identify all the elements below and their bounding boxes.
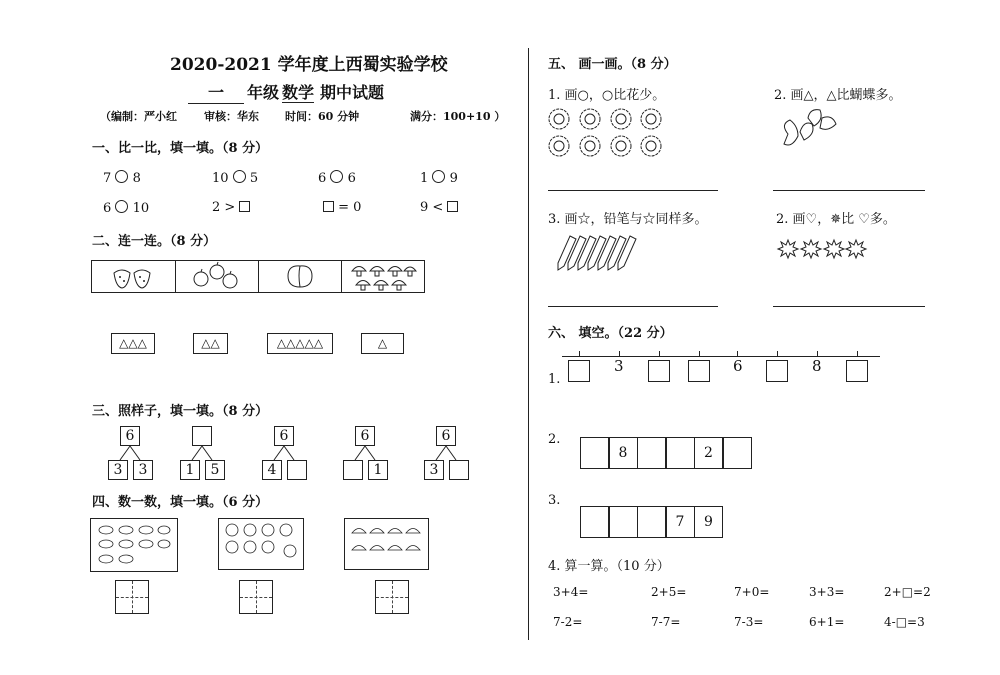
number-line-tick — [777, 351, 778, 357]
section-5-heading: 五、 画一画。（8 分） — [548, 57, 677, 72]
bond-right[interactable]: 3 — [133, 460, 153, 480]
draw-q4: 2. 画♡，✵比 ♡多。 — [776, 212, 896, 227]
bond-top[interactable] — [192, 426, 212, 446]
sequence-cell[interactable] — [723, 437, 752, 469]
bond-left[interactable]: 1 — [180, 460, 200, 480]
answer-line[interactable] — [548, 306, 718, 307]
compare-item: = 0 — [323, 200, 361, 215]
compare-item: 10 5 — [212, 171, 259, 186]
mushroom-icon — [350, 262, 420, 292]
triangle-box[interactable]: △△ — [193, 333, 228, 354]
number-line-label: 8 — [812, 357, 822, 375]
sequence-cell[interactable] — [580, 437, 609, 469]
circle-blank[interactable] — [432, 170, 445, 183]
page-divider — [528, 48, 529, 640]
bond-top[interactable]: 6 — [436, 426, 456, 446]
bond-top[interactable]: 6 — [355, 426, 375, 446]
circle-blank[interactable] — [115, 200, 128, 213]
section-2-heading: 二、连一连。（8 分） — [92, 234, 217, 249]
triangle-box[interactable]: △△△△△ — [267, 333, 333, 354]
section-3-heading: 三、照样子，填一填。（8 分） — [92, 404, 269, 419]
number-line-tick — [579, 351, 580, 357]
draw-q3: 3. 画☆，铅笔与☆同样多。 — [548, 212, 708, 227]
answer-line[interactable] — [773, 306, 925, 307]
exam-name: 期中试题 — [320, 83, 385, 102]
sequence-cell[interactable]: 9 — [694, 506, 723, 538]
reviewer-info: 审核：华东 — [204, 110, 259, 123]
compare-item: 6 6 — [318, 171, 356, 186]
flower-icon — [546, 106, 666, 162]
section-4-heading: 四、数一数，填一填。（6 分） — [92, 495, 269, 510]
section-6-heading: 六、 填空。（22 分） — [548, 326, 673, 341]
number-line — [562, 356, 880, 357]
editor-info: （编制：严小红 — [100, 110, 177, 123]
bond-right[interactable] — [287, 460, 307, 480]
exam-title: 2020-2021 学年度上西蜀实验学校 — [170, 55, 448, 75]
triangle-box[interactable]: △ — [361, 333, 404, 354]
number-line-label: 3 — [614, 357, 624, 375]
bond-left[interactable]: 3 — [108, 460, 128, 480]
calc-item[interactable]: 3+3= — [809, 585, 845, 599]
sequence-cell[interactable]: 8 — [609, 437, 638, 469]
grade-line: 一 年级 数学 期中试题 — [188, 80, 384, 104]
calc-item[interactable]: 2+5= — [651, 585, 687, 599]
sequence-cell[interactable] — [580, 506, 609, 538]
sequence-cell[interactable]: 2 — [694, 437, 723, 469]
number-line-box[interactable] — [648, 360, 670, 382]
peach-icon — [285, 263, 315, 289]
cat-icon — [222, 521, 300, 567]
bond-left[interactable]: 4 — [262, 460, 282, 480]
sequence-cell[interactable] — [637, 437, 666, 469]
sequence-cell[interactable] — [637, 506, 666, 538]
number-line-tick — [699, 351, 700, 357]
bond-left[interactable]: 3 — [424, 460, 444, 480]
calc-heading: 4. 算一算。（10 分） — [548, 559, 670, 574]
square-blank[interactable] — [323, 201, 334, 212]
compare-item: 6 10 — [103, 201, 150, 216]
turtle-icon — [96, 522, 174, 568]
time-info: 时间：60 分钟 — [285, 110, 360, 123]
bond-right[interactable] — [449, 460, 469, 480]
bond-right[interactable]: 1 — [368, 460, 388, 480]
square-blank[interactable] — [239, 201, 250, 212]
section-1-heading: 一、比一比，填一填。（8 分） — [92, 141, 269, 156]
sequence-cell[interactable] — [609, 506, 638, 538]
square-blank[interactable] — [447, 201, 458, 212]
fill-q1-label: 1. — [548, 372, 561, 387]
apple-icon — [190, 262, 240, 290]
subject-value: 数学 — [282, 83, 315, 102]
draw-q1: 1. 画○，○比花少。 — [548, 88, 666, 103]
star-burst-icon — [778, 238, 868, 260]
mushroom-group-icon — [350, 524, 424, 564]
pencil-icon — [556, 234, 656, 274]
butterfly-icon — [778, 106, 840, 160]
compare-item: 2 > — [212, 200, 250, 215]
number-line-label: 6 — [733, 357, 743, 375]
number-line-box[interactable] — [766, 360, 788, 382]
answer-grid[interactable] — [239, 580, 273, 614]
score-info: 满分：100+10 ） — [410, 110, 506, 123]
calc-item[interactable]: 6+1= — [809, 615, 845, 629]
draw-q2: 2. 画△，△比蝴蝶多。 — [774, 88, 902, 103]
bond-top[interactable]: 6 — [274, 426, 294, 446]
answer-line[interactable] — [773, 190, 925, 191]
grade-value: 一 — [188, 80, 244, 104]
answer-line[interactable] — [548, 190, 718, 191]
circle-blank[interactable] — [115, 170, 128, 183]
answer-grid[interactable] — [375, 580, 409, 614]
number-line-box[interactable] — [688, 360, 710, 382]
calc-item[interactable]: 7-3= — [734, 615, 764, 629]
sequence-cell[interactable]: 7 — [666, 506, 695, 538]
circle-blank[interactable] — [233, 170, 246, 183]
bond-top[interactable]: 6 — [120, 426, 140, 446]
bond-right[interactable]: 5 — [205, 460, 225, 480]
compare-item: 7 8 — [103, 171, 141, 186]
fill-q2-label: 2. — [548, 432, 561, 447]
compare-item: 1 9 — [420, 171, 458, 186]
calc-item[interactable]: 2+□=2 — [884, 585, 931, 599]
bond-left[interactable] — [343, 460, 363, 480]
number-line-tick — [659, 351, 660, 357]
number-line-tick — [857, 351, 858, 357]
circle-blank[interactable] — [330, 170, 343, 183]
calc-item[interactable]: 7-7= — [651, 615, 681, 629]
calc-item[interactable]: 7-2= — [553, 615, 583, 629]
triangle-box[interactable]: △△△ — [111, 333, 155, 354]
strawberry-icon — [110, 265, 160, 289]
number-line-box[interactable] — [568, 360, 590, 382]
sequence-cell[interactable] — [666, 437, 695, 469]
calc-item[interactable]: 7+0= — [734, 585, 770, 599]
answer-grid[interactable] — [115, 580, 149, 614]
calc-item[interactable]: 3+4= — [553, 585, 589, 599]
compare-item: 9 < — [420, 200, 458, 215]
calc-item[interactable]: 4-□=3 — [884, 615, 925, 629]
number-line-box[interactable] — [846, 360, 868, 382]
fill-q3-label: 3. — [548, 493, 561, 508]
